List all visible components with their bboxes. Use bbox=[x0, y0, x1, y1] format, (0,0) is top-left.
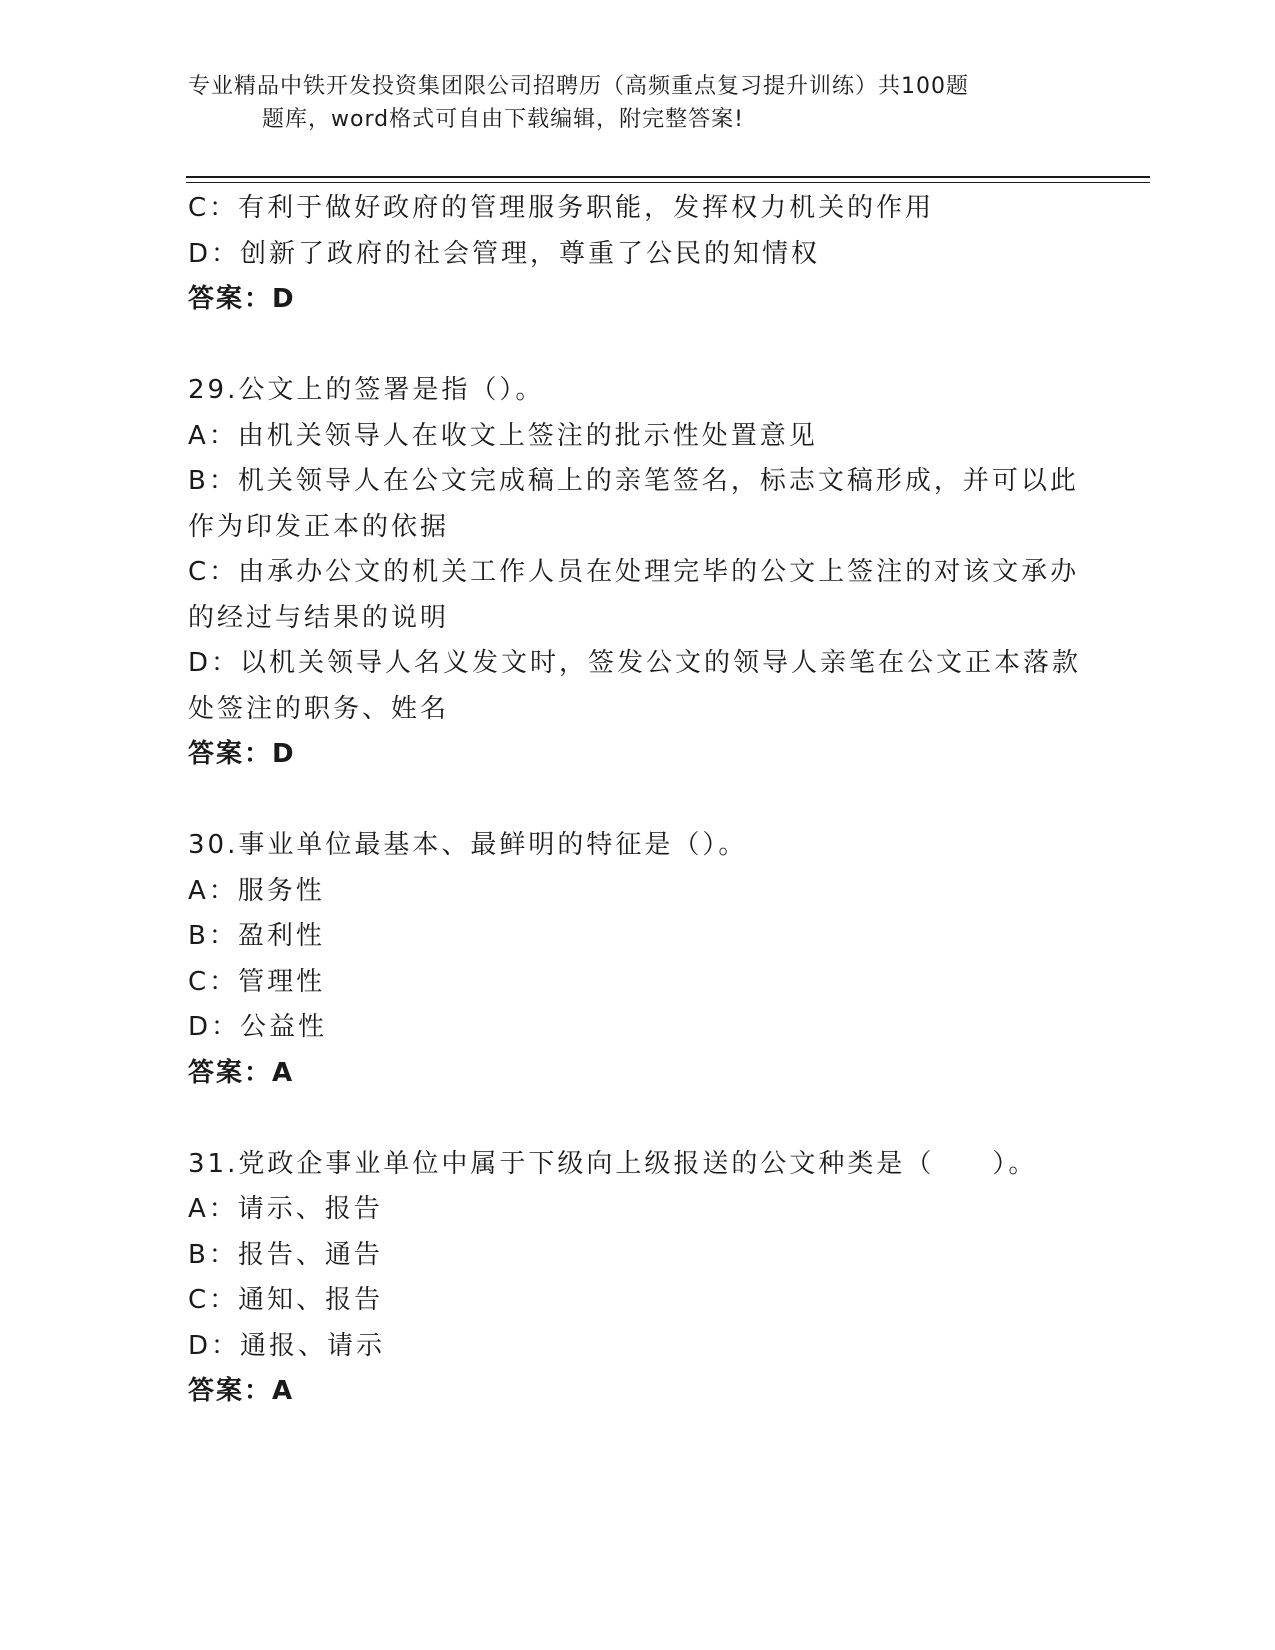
spacer bbox=[188, 778, 1088, 824]
option-b-q29: B：机关领导人在公文完成稿上的亲笔签名，标志文稿形成，并可以此 bbox=[188, 466, 1079, 496]
option-a-q30: A：服务性 bbox=[188, 875, 325, 906]
option-d-q29: D：以机关领导人名义发文时，签发公文的领导人亲笔在公文正本落款 bbox=[188, 648, 1082, 678]
header-title-line-1: 专业精品中铁开发投资集团限公司招聘历（高频重点复习提升训练）共100题 bbox=[188, 74, 969, 99]
answer-q31: 答案：A bbox=[188, 1376, 295, 1406]
spacer bbox=[188, 323, 1088, 369]
option-b-q29-cont: 作为印发正本的依据 bbox=[188, 511, 450, 542]
question-30: 30.事业单位最基本、最鲜明的特征是（）。 bbox=[188, 830, 748, 860]
option-d-q28: D：创新了政府的社会管理，尊重了公民的知情权 bbox=[188, 238, 821, 269]
question-29: 29.公文上的签署是指（）。 bbox=[188, 375, 545, 405]
option-d-q29-cont: 处签注的职务、姓名 bbox=[188, 693, 450, 724]
option-c-q29: C：由承办公文的机关工作人员在处理完毕的公文上签注的对该文承办 bbox=[188, 557, 1080, 587]
answer-q29: 答案：D bbox=[188, 739, 296, 769]
header-rule-thick bbox=[186, 176, 1150, 178]
question-content bbox=[188, 186, 1088, 1415]
header-title-line-2: 题库，word格式可自由下载编辑，附完整答案! bbox=[262, 107, 744, 132]
answer-q30: 答案：A bbox=[188, 1057, 295, 1088]
option-d-q31: D：通报、请示 bbox=[188, 1330, 386, 1361]
option-c-q30: C：管理性 bbox=[188, 966, 326, 997]
option-a-q29: A：由机关领导人在收文上签注的批示性处置意见 bbox=[188, 420, 818, 451]
option-d-q30: D：公益性 bbox=[188, 1012, 328, 1042]
answer-q28: 答案：D bbox=[188, 284, 296, 314]
question-31: 31.党政企事业单位中属于下级向上级报送的公文种类是（ ）。 bbox=[188, 1148, 1038, 1179]
spacer bbox=[188, 1096, 1088, 1142]
option-b-q30: B：盈利性 bbox=[188, 921, 325, 951]
option-a-q31: A：请示、报告 bbox=[188, 1194, 383, 1224]
document-header bbox=[188, 70, 1068, 136]
option-c-q31: C：通知、报告 bbox=[188, 1285, 384, 1315]
header-rule-thin bbox=[186, 182, 1150, 183]
option-c-q29-cont: 的经过与结果的说明 bbox=[188, 602, 450, 633]
option-c-q28: C：有利于做好政府的管理服务职能，发挥权力机关的作用 bbox=[188, 193, 935, 223]
option-b-q31: B：报告、通告 bbox=[188, 1239, 383, 1270]
